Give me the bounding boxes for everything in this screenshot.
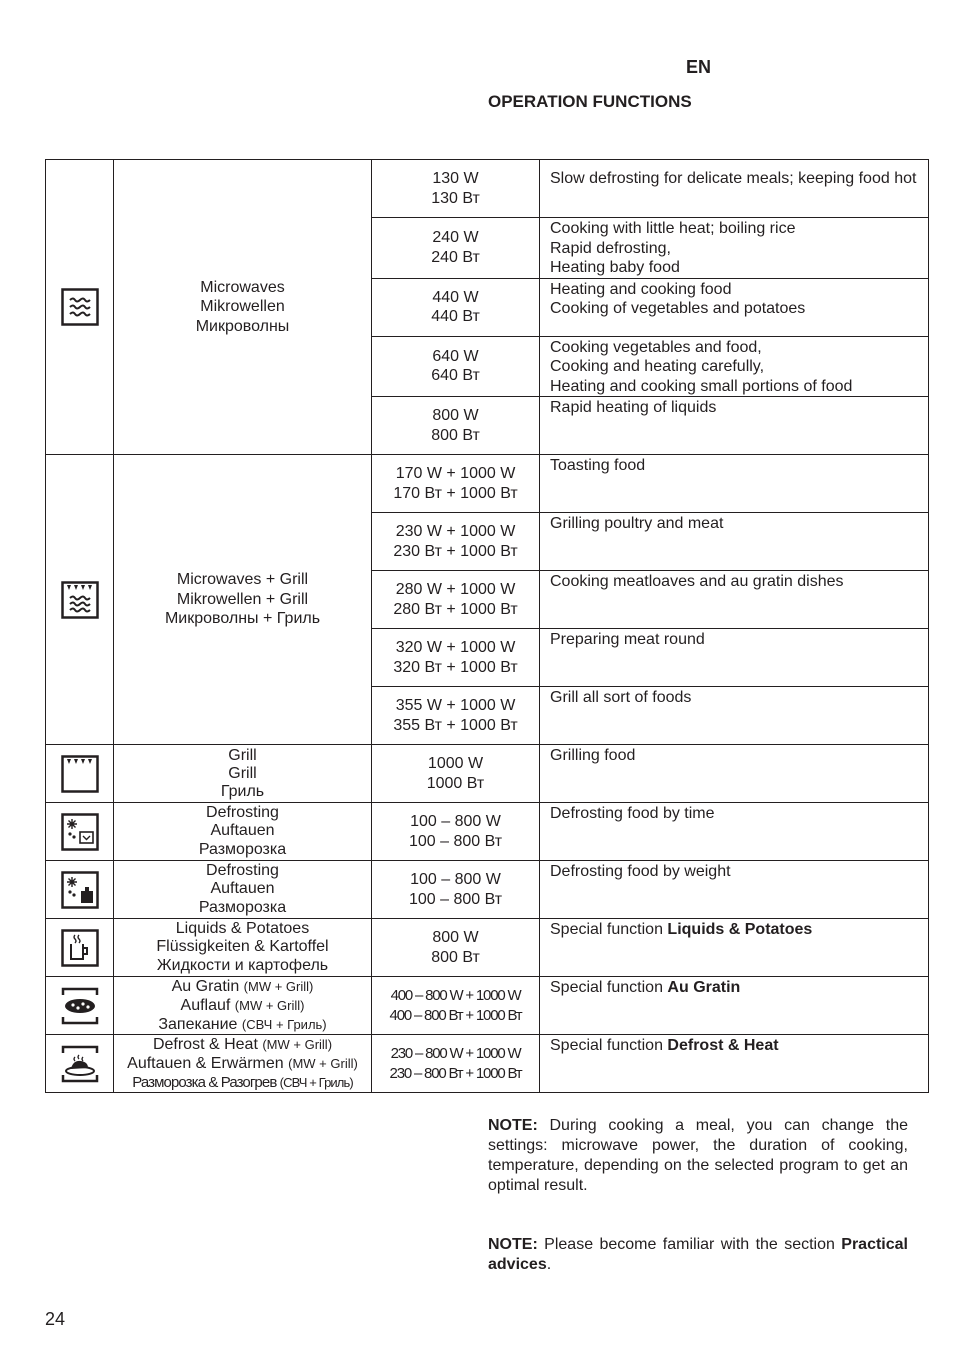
description-text: Heating baby food: [550, 259, 680, 276]
description-cell: [540, 455, 929, 513]
grill-icon: [61, 755, 99, 793]
function-name-ru: Микроволны + Гриль: [164, 610, 321, 628]
microwave-grill-icon: [61, 581, 99, 619]
function-name-de: Auftauen: [210, 822, 275, 840]
function-name-cell: [114, 745, 372, 803]
function-name-de: Auftauen: [210, 880, 275, 898]
operation-functions-table: [45, 159, 929, 1093]
power-cell: [372, 803, 540, 861]
icon-cell: [46, 745, 114, 803]
power-vt: 100 – 800 Вт: [408, 832, 503, 850]
table-row: [46, 919, 929, 977]
page-title: OPERATION FUNCTIONS: [488, 92, 692, 111]
power-vt: 400 – 800 Вт + 1000 Вт: [389, 1006, 522, 1024]
power-w: 800 W: [432, 929, 479, 946]
note-label: NOTE:: [488, 1117, 538, 1134]
power-vt: 800 Вт: [431, 426, 480, 444]
function-name-en: [114, 977, 371, 996]
function-name-de: [114, 996, 371, 1015]
table-row: [46, 1035, 929, 1093]
function-name-de: [114, 1054, 371, 1073]
power-w: 640 W: [432, 347, 479, 365]
function-name-en: Grill: [228, 746, 257, 764]
power-w: 240 W: [432, 229, 479, 247]
power-cell: [372, 1035, 540, 1093]
function-name-en: Microwaves: [200, 278, 285, 296]
power-vt: 1000 Вт: [426, 774, 485, 792]
liquids-potatoes-icon: [61, 929, 99, 967]
power-vt: 130 Вт: [431, 189, 480, 207]
power-w: 280 W + 1000 W: [395, 581, 516, 598]
function-name-cell: [114, 160, 372, 455]
description-text: Toasting food: [550, 457, 646, 474]
power-w: 355 W + 1000 W: [395, 697, 516, 714]
function-name-de: Mikrowellen + Grill: [176, 590, 309, 608]
function-name-ru: Микроволны: [195, 317, 290, 335]
description-cell: [540, 977, 929, 1035]
power-w: 230 W + 1000 W: [395, 523, 516, 540]
description-cell: [540, 397, 929, 455]
power-cell: [372, 218, 540, 279]
power-vt: 230 Вт + 1000 Вт: [393, 542, 518, 560]
function-name-main: Defrost & Heat: [152, 1036, 258, 1053]
icon-cell: [46, 455, 114, 745]
description-text: Heating and cooking food: [550, 280, 732, 298]
power-cell: [372, 278, 540, 336]
function-name-ru: [114, 1015, 371, 1034]
function-name-note: (MW + Grill): [288, 1056, 358, 1071]
function-name-en: Liquids & Potatoes: [175, 919, 310, 937]
function-name-ru: Гриль: [220, 782, 265, 800]
function-name-ru: Разморозка: [198, 898, 287, 916]
power-w: 440 W: [432, 288, 479, 306]
description-cell: [540, 1035, 929, 1093]
power-cell: [372, 629, 540, 687]
function-name-main: Auflauf: [180, 997, 231, 1014]
power-w: 400 – 800 W + 1000 W: [390, 987, 521, 1004]
power-w: 1000 W: [427, 755, 484, 772]
description-cell: [540, 687, 929, 745]
function-name-cell: [114, 1035, 372, 1093]
icon-cell: [46, 861, 114, 919]
function-name-main: Auftauen & Erwärmen: [127, 1055, 284, 1072]
power-vt: 170 Вт + 1000 Вт: [393, 484, 518, 502]
table-row: [46, 803, 929, 861]
description-text: Cooking of vegetables and potatoes: [550, 300, 806, 317]
power-cell: [372, 336, 540, 397]
function-name-cell: [114, 977, 372, 1035]
function-name-note: (MW + Grill): [262, 1037, 333, 1052]
icon-cell: [46, 1035, 114, 1093]
power-w: 230 – 800 W + 1000 W: [390, 1045, 521, 1062]
function-name-de: Mikrowellen: [200, 298, 285, 316]
power-vt: 440 Вт: [431, 308, 480, 325]
function-name-en: Microwaves + Grill: [176, 571, 309, 589]
function-name-main: Au Gratin: [171, 978, 240, 995]
defrost-time-icon: [61, 813, 99, 851]
page-number: 24: [45, 1309, 66, 1329]
function-name-main: Разморозка & Разогрев: [132, 1074, 277, 1091]
description-cell: [540, 861, 929, 919]
note-section-link: Practical advices: [488, 1236, 908, 1273]
description-text: Cooking and heating carefully,: [550, 358, 765, 375]
description-text: Grilling food: [550, 747, 636, 764]
description-text: Rapid defrosting,: [550, 239, 671, 257]
power-vt: 640 Вт: [431, 367, 480, 385]
function-name-note: (СВЧ + Гриль): [279, 1075, 353, 1090]
table-row: [46, 861, 929, 919]
power-cell: [372, 571, 540, 629]
defrost-heat-icon: [61, 1045, 99, 1083]
description-text: Cooking vegetables and food,: [550, 338, 762, 356]
power-w: 800 W: [432, 407, 479, 424]
icon-cell: [46, 160, 114, 455]
description-text: Rapid heating of liquids: [550, 399, 717, 416]
function-name-ru: Жидкости и картофель: [156, 956, 329, 974]
function-name-note: (MW + Grill): [243, 979, 314, 994]
icon-cell: [46, 803, 114, 861]
power-w: 100 – 800 W: [410, 871, 501, 888]
function-name-main: Запекание: [158, 1016, 238, 1033]
function-name-de: Grill: [228, 764, 257, 782]
description-bold: Defrost & Heat: [667, 1037, 779, 1054]
function-name-cell: [114, 861, 372, 919]
description-cell: [540, 278, 929, 336]
power-vt: 800 Вт: [431, 948, 480, 966]
power-w: 130 W: [432, 170, 479, 187]
description-text: Preparing meat round: [550, 631, 705, 648]
table-row: [46, 977, 929, 1035]
description-prefix: Special function: [550, 921, 663, 938]
power-w: 170 W + 1000 W: [395, 465, 516, 482]
description-prefix: Special function: [550, 979, 663, 996]
description-cell: [540, 218, 929, 279]
function-name-de: Flüssigkeiten & Kartoffel: [156, 938, 329, 956]
power-vt: 280 Вт + 1000 Вт: [393, 600, 518, 618]
power-cell: [372, 687, 540, 745]
power-cell: [372, 160, 540, 218]
description-cell: [540, 513, 929, 571]
function-name-en: [114, 1035, 371, 1054]
power-cell: [372, 745, 540, 803]
description-text: Grill all sort of foods: [550, 689, 692, 706]
function-name-cell: [114, 803, 372, 861]
power-cell: [372, 397, 540, 455]
icon-cell: [46, 977, 114, 1035]
description-cell: [540, 745, 929, 803]
power-vt: 355 Вт + 1000 Вт: [393, 716, 518, 734]
power-vt: 100 – 800 Вт: [408, 890, 503, 908]
microwave-waves-icon: [61, 288, 99, 326]
table-row: [46, 455, 929, 513]
power-vt: 230 – 800 Вт + 1000 Вт: [389, 1064, 522, 1082]
description-bold: Au Gratin: [667, 979, 741, 996]
description-cell: [540, 336, 929, 397]
description-cell: [540, 571, 929, 629]
function-name-cell: [114, 455, 372, 745]
description-text: Heating and cooking small portions of food: [550, 377, 853, 395]
description-text: Defrosting food by time: [550, 805, 715, 822]
description-prefix: Special function: [550, 1037, 663, 1054]
power-cell: [372, 455, 540, 513]
note-label: NOTE:: [488, 1236, 538, 1253]
description-bold: Liquids & Potatoes: [667, 921, 813, 938]
power-cell: [372, 977, 540, 1035]
power-cell: [372, 513, 540, 571]
description-cell: [540, 919, 929, 977]
power-cell: [372, 861, 540, 919]
function-name-ru: Разморозка: [198, 840, 287, 858]
function-name-en: Defrosting: [206, 803, 279, 821]
language-label: EN: [686, 57, 712, 77]
function-name-cell: [114, 919, 372, 977]
description-text: Defrosting food by weight: [550, 863, 731, 880]
note-text: Please become familiar with the section: [544, 1236, 835, 1253]
function-name-note: (MW + Grill): [234, 998, 305, 1013]
note-end: .: [546, 1256, 552, 1273]
function-name-ru: [114, 1073, 371, 1092]
au-gratin-icon: [61, 987, 99, 1025]
description-text: Cooking meatloaves and au gratin dishes: [550, 573, 844, 590]
power-cell: [372, 919, 540, 977]
power-w: 320 W + 1000 W: [395, 639, 516, 656]
table-row: [46, 745, 929, 803]
description-cell: [540, 160, 929, 218]
description-cell: [540, 629, 929, 687]
description-cell: [540, 803, 929, 861]
note-text: During cooking a meal, you can change the settings: microwave power, the duration of cooking, temperature, depending on the selected program to get an optimal result.: [488, 1117, 908, 1194]
note-cooking-settings: [488, 1116, 908, 1196]
table-row: [46, 160, 929, 218]
description-text: Cooking with little heat; boiling rice: [550, 220, 796, 237]
power-vt: 240 Вт: [431, 248, 480, 266]
function-name-note: (СВЧ + Гриль): [241, 1017, 327, 1032]
power-vt: 320 Вт + 1000 Вт: [393, 658, 518, 676]
description-text: Grilling poultry and meat: [550, 515, 724, 532]
icon-cell: [46, 919, 114, 977]
defrost-weight-icon: [61, 871, 99, 909]
description-text: Slow defrosting for delicate meals; keeping food hot: [550, 170, 917, 187]
function-name-en: Defrosting: [206, 861, 279, 879]
power-w: 100 – 800 W: [410, 813, 501, 830]
note-practical-advices: [488, 1235, 908, 1275]
